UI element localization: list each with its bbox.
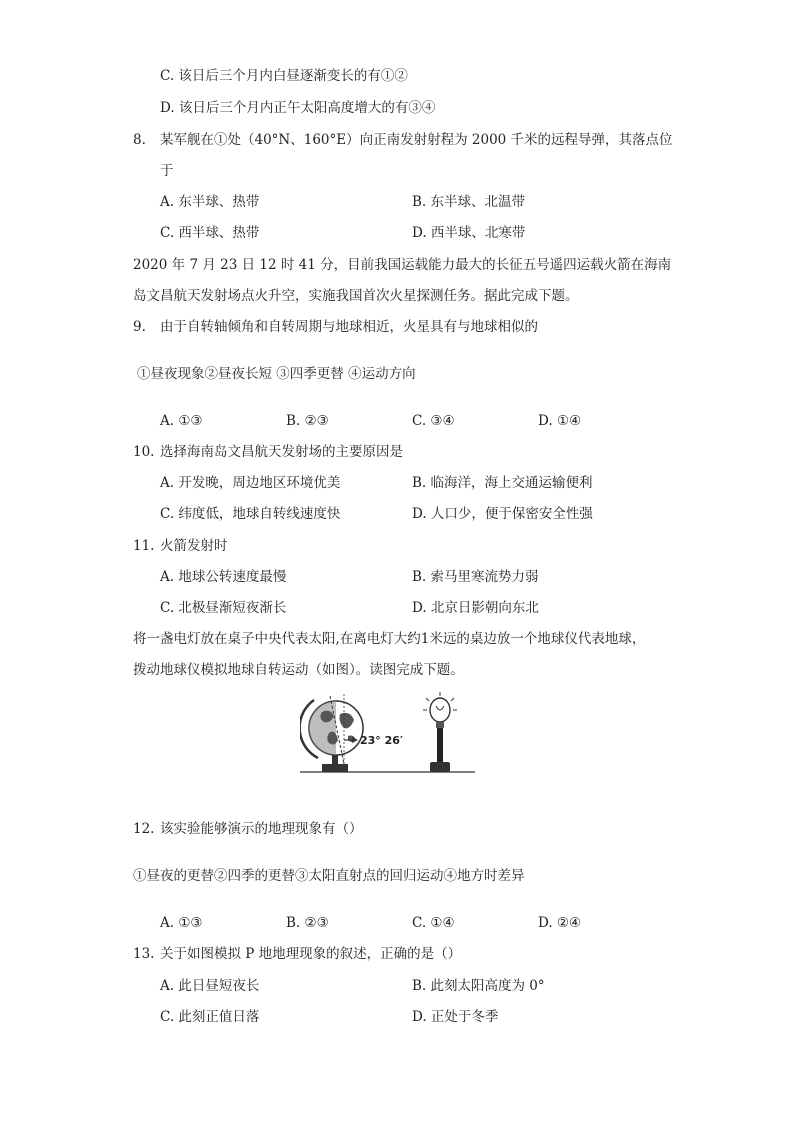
q8-stem-line1: 某军舰在①处（40°N、160°E）向正南发射射程为 2000 千米的远程导弹，其落点位	[160, 132, 673, 148]
q10-option-c: C. 纬度低，地球自转线速度快	[160, 506, 341, 522]
q10-option-b: B. 临海洋，海上交通运输便利	[412, 475, 593, 491]
q13-number: 13.	[133, 946, 155, 962]
q13-option-a: A. 此日昼短夜长	[160, 978, 260, 994]
q11-stem: 火箭发射时	[160, 538, 228, 554]
q10-option-a: A. 开发晚，周边地区环境优美	[160, 475, 341, 491]
q11-number: 11.	[133, 538, 155, 554]
q13-option-b: B. 此刻太阳高度为 0°	[412, 978, 545, 994]
q13-stem: 关于如图模拟 P 地地理现象的叙述，正确的是（）	[160, 946, 462, 962]
globe-lamp-figure	[300, 690, 480, 780]
q11-option-c: C. 北极昼渐短夜渐长	[160, 600, 287, 616]
lamp-socket	[436, 722, 444, 728]
passage1-line2: 岛文昌航天发射场点火升空，实施我国首次火星探测任务。据此完成下题。	[133, 288, 579, 304]
q12-option-c: C. ①④	[412, 915, 455, 931]
q10-number: 10.	[133, 444, 155, 460]
q8-option-b: B. 东半球、北温带	[412, 194, 526, 210]
q9-items: ①昼夜现象②昼夜长短 ③四季更替 ④运动方向	[137, 366, 416, 382]
q12-option-a: A. ①③	[160, 915, 203, 931]
q8-option-c: C. 西半球、热带	[160, 225, 260, 241]
q8-option-a: A. 东半球、热带	[160, 194, 260, 210]
q11-option-b: B. 索马里寒流势力弱	[412, 569, 539, 585]
lamp-post	[437, 728, 443, 762]
angle-label: 23° 26′	[360, 734, 403, 747]
globe-base	[322, 764, 348, 772]
q9-option-d: D. ①④	[538, 413, 582, 429]
q7-option-c: C. 该日后三个月内白昼逐渐变长的有①②	[160, 68, 408, 84]
q12-stem: 该实验能够演示的地理现象有（）	[160, 821, 363, 837]
q13-option-d: D. 正处于冬季	[412, 1009, 499, 1025]
q12-option-b: B. ②③	[286, 915, 329, 931]
passage2-line2: 拨动地球仪模拟地球自转运动（如图）。读图完成下题。	[133, 662, 464, 678]
q12-number: 12.	[133, 821, 155, 837]
q11-option-d: D. 北京日影朝向东北	[412, 600, 539, 616]
lamp-base	[430, 762, 450, 772]
q10-stem: 选择海南岛文昌航天发射场的主要原因是	[160, 444, 403, 460]
q13-option-c: C. 此刻正值日落	[160, 1009, 260, 1025]
q9-number: 9.	[133, 319, 146, 335]
globe-night-side	[309, 701, 336, 755]
globe-lamp-illustration	[300, 690, 480, 780]
q9-stem: 由于自转轴倾角和自转周期与地球相近，火星具有与地球相似的	[160, 319, 538, 335]
passage1-line1: 2020 年 7 月 23 日 12 时 41 分，目前我国运载能力最大的长征五号遥四运载火箭在海南	[133, 257, 672, 273]
q9-option-a: A. ①③	[160, 413, 203, 429]
q10-option-d: D. 人口少，便于保密安全性强	[412, 506, 593, 522]
q9-option-c: C. ③④	[412, 413, 455, 429]
q12-items: ①昼夜的更替②四季的更替③太阳直射点的回归运动④地方时差异	[133, 868, 525, 884]
q8-number: 8.	[133, 132, 146, 148]
q8-option-d: D. 西半球、北寒带	[412, 225, 526, 241]
q12-option-d: D. ②④	[538, 915, 582, 931]
q9-option-b: B. ②③	[286, 413, 329, 429]
q7-option-d: D. 该日后三个月内正午太阳高度增大的有③④	[160, 100, 436, 116]
q11-option-a: A. 地球公转速度最慢	[160, 569, 287, 585]
passage2-line1: 将一盏电灯放在桌子中央代表太阳,在离电灯大约1米远的桌边放一个地球仪代表地球，	[133, 631, 646, 647]
q8-stem-line2: 于	[160, 163, 174, 179]
